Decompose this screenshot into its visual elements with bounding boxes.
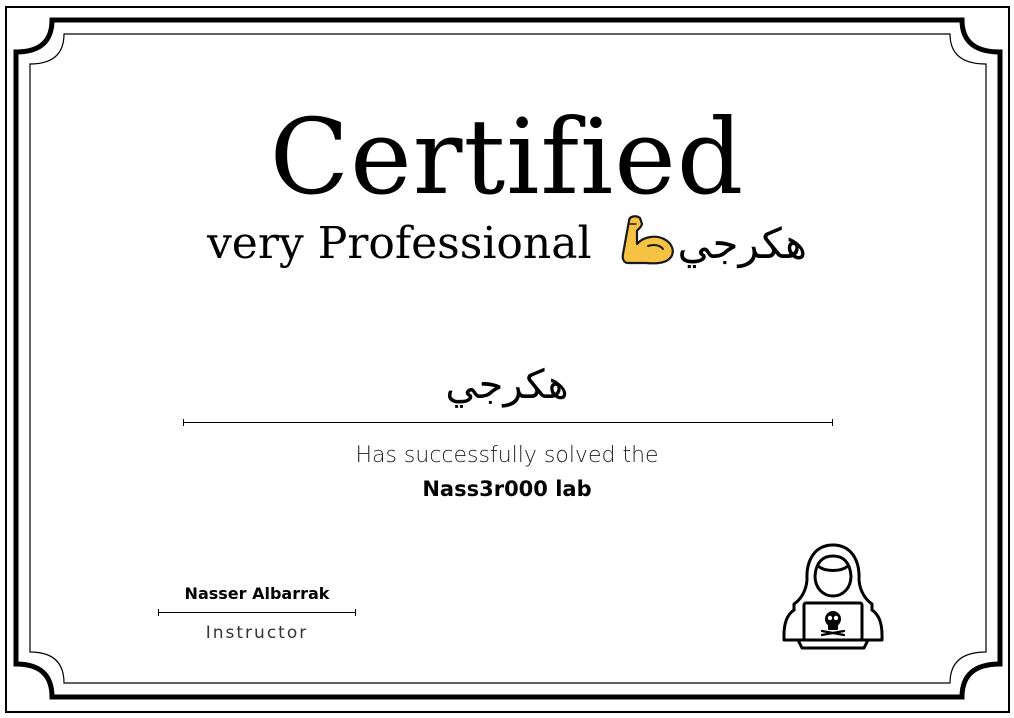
flexed-biceps-icon [620, 214, 678, 266]
signer-role: Instructor [205, 623, 309, 643]
recipient-name: هكرجي [445, 362, 569, 408]
signature-line [158, 612, 356, 613]
recipient-underline [183, 422, 833, 423]
subtitle-arabic: هكرجي [677, 219, 808, 268]
certificate-title: Certified [269, 96, 745, 218]
hacker-laptop-skull-icon [778, 540, 888, 652]
achievement-description: Has successfully solved the [355, 443, 659, 468]
certificate-subtitle [0, 214, 1014, 272]
signer-name: Nasser Albarrak [184, 584, 330, 603]
subtitle-english: very Professional [206, 218, 592, 269]
lab-name: Nass3r000 lab [422, 477, 592, 501]
